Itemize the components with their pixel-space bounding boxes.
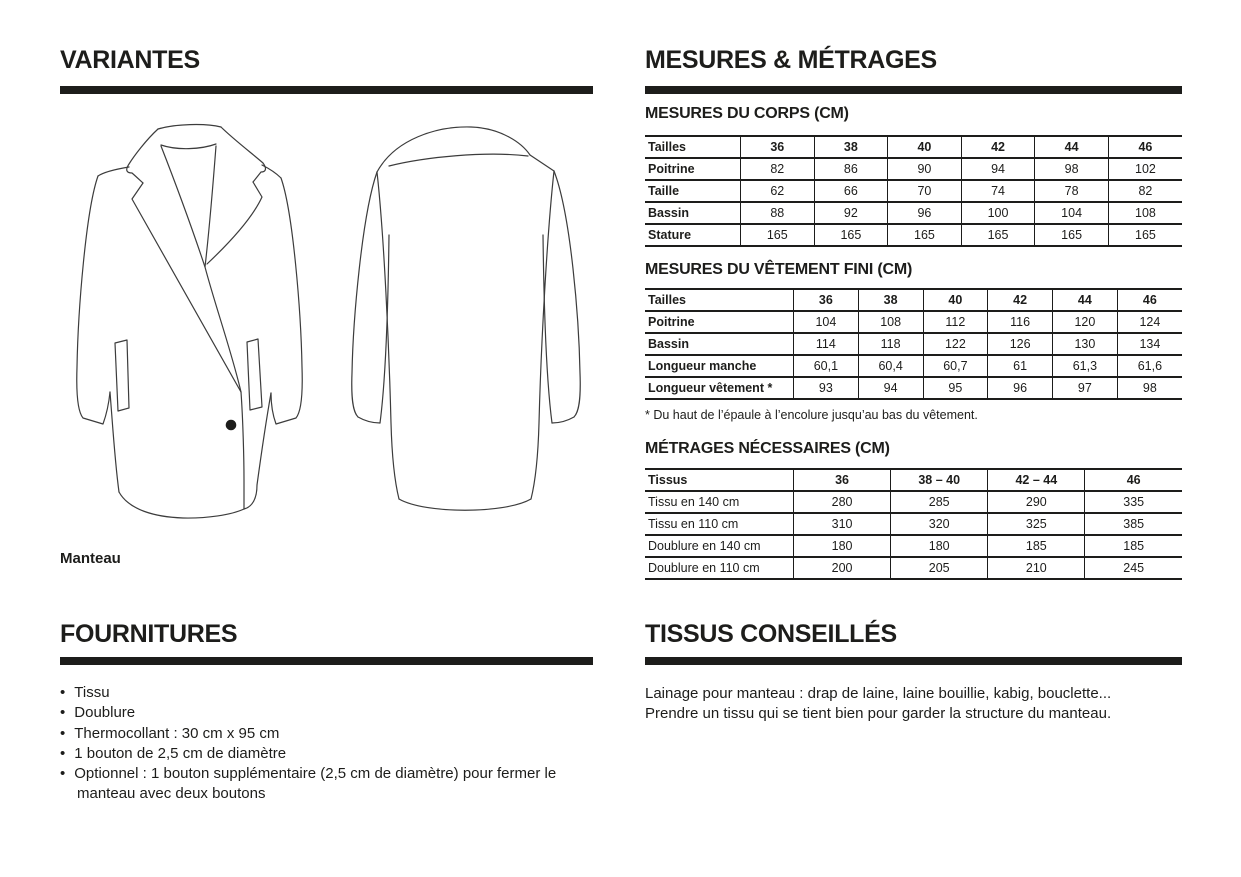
table-header-row <box>645 136 1182 158</box>
table-cell: 114 <box>794 333 859 355</box>
table-cell: 210 <box>988 557 1085 579</box>
table-cell: 185 <box>988 535 1085 557</box>
coat-back-illustration <box>345 115 625 540</box>
table-cell: 86 <box>814 158 888 180</box>
table-cell: 95 <box>923 377 988 399</box>
table-cell: Taille <box>645 180 741 202</box>
table-cell: 200 <box>794 557 891 579</box>
tissus-conseilles-title: TISSUS CONSEILLÉS <box>645 620 897 648</box>
coat-front-illustration <box>55 115 345 540</box>
table-cell: 66 <box>814 180 888 202</box>
table-row <box>645 491 1182 513</box>
list-item: • Tissu <box>60 683 593 703</box>
table-row <box>645 513 1182 535</box>
table-header-cell: 44 <box>1053 289 1118 311</box>
table-header-row <box>645 469 1182 491</box>
coat-back-drawing <box>345 115 625 535</box>
list-item: • Thermocollant : 30 cm x 95 cm <box>60 724 593 744</box>
fournitures-list <box>60 683 593 805</box>
table-cell: Tissu en 140 cm <box>645 491 794 513</box>
table-cell: 60,4 <box>858 355 923 377</box>
table-cell: 180 <box>891 535 988 557</box>
table-row <box>645 311 1182 333</box>
list-item: • Doublure <box>60 703 593 723</box>
mesures-rule <box>645 86 1182 94</box>
table-cell: 98 <box>1117 377 1182 399</box>
table-header-cell: 44 <box>1035 136 1109 158</box>
table-cell: 280 <box>794 491 891 513</box>
table-row <box>645 180 1182 202</box>
table-cell: 245 <box>1085 557 1182 579</box>
table-cell: 97 <box>1053 377 1118 399</box>
table-cell: Longueur vêtement * <box>645 377 794 399</box>
table-header-cell: Tailles <box>645 136 741 158</box>
metrages-necessaires-table <box>645 468 1182 580</box>
table-cell: Doublure en 110 cm <box>645 557 794 579</box>
table-header-cell: 38 <box>858 289 923 311</box>
table-row <box>645 355 1182 377</box>
variant-label: Manteau <box>60 550 121 567</box>
table-cell: 120 <box>1053 311 1118 333</box>
table-cell: 102 <box>1108 158 1182 180</box>
vetement-footnote: * Du haut de l’épaule à l’encolure jusqu’au bas du vêtement. <box>645 408 978 422</box>
table-cell: 205 <box>891 557 988 579</box>
table-header-cell: 38 <box>814 136 888 158</box>
front-button <box>226 420 237 431</box>
table-row <box>645 202 1182 224</box>
table-header-cell: 42 <box>961 136 1035 158</box>
table-cell: 92 <box>814 202 888 224</box>
table-cell: 61,6 <box>1117 355 1182 377</box>
tissus-line-1: Lainage pour manteau : drap de laine, laine bouillie, kabig, bouclette... <box>645 685 1112 702</box>
table-cell: 124 <box>1117 311 1182 333</box>
tissus-line-2: Prendre un tissu qui se tient bien pour garder la structure du manteau. <box>645 705 1112 723</box>
table-cell: 320 <box>891 513 988 535</box>
table-cell: 90 <box>888 158 962 180</box>
table-cell: 82 <box>741 158 815 180</box>
table-cell: 122 <box>923 333 988 355</box>
table-cell: 118 <box>858 333 923 355</box>
table-cell: 126 <box>988 333 1053 355</box>
table-cell: 180 <box>794 535 891 557</box>
table-header-cell: 38 – 40 <box>891 469 988 491</box>
table-row <box>645 377 1182 399</box>
table-cell: 104 <box>1035 202 1109 224</box>
table-header-row <box>645 289 1182 311</box>
mesures-metrages-title: MESURES & MÉTRAGES <box>645 46 937 74</box>
table-cell: 60,7 <box>923 355 988 377</box>
table-cell: 96 <box>888 202 962 224</box>
table-cell: 70 <box>888 180 962 202</box>
table-cell: 165 <box>741 224 815 246</box>
table-cell: 325 <box>988 513 1085 535</box>
table-header-cell: 40 <box>888 136 962 158</box>
table-row <box>645 557 1182 579</box>
table-cell: 310 <box>794 513 891 535</box>
table-header-cell: 42 – 44 <box>988 469 1085 491</box>
table-cell: 108 <box>858 311 923 333</box>
table-cell: 61,3 <box>1053 355 1118 377</box>
table-row <box>645 224 1182 246</box>
table-cell: 112 <box>923 311 988 333</box>
variantes-title: VARIANTES <box>60 46 200 74</box>
table-cell: 116 <box>988 311 1053 333</box>
table-header-cell: 36 <box>741 136 815 158</box>
table-header-cell: 46 <box>1108 136 1182 158</box>
table-cell: 74 <box>961 180 1035 202</box>
table-cell: 108 <box>1108 202 1182 224</box>
table-cell: 165 <box>1108 224 1182 246</box>
mesures-vetement-fini-table <box>645 288 1182 400</box>
fournitures-title: FOURNITURES <box>60 620 238 648</box>
table-cell: 385 <box>1085 513 1182 535</box>
table-cell: 100 <box>961 202 1035 224</box>
table-header-cell: Tissus <box>645 469 794 491</box>
table-cell: Bassin <box>645 333 794 355</box>
table-cell: 96 <box>988 377 1053 399</box>
table-cell: 165 <box>814 224 888 246</box>
table-header-cell: 42 <box>988 289 1053 311</box>
table-cell: 185 <box>1085 535 1182 557</box>
mesures-vetement-fini-title: MESURES DU VÊTEMENT FINI (CM) <box>645 261 913 278</box>
table-header-cell: 36 <box>794 469 891 491</box>
metrages-necessaires-title: MÉTRAGES NÉCESSAIRES (CM) <box>645 440 890 457</box>
table-cell: 165 <box>888 224 962 246</box>
table-cell: 165 <box>961 224 1035 246</box>
list-item: • 1 bouton de 2,5 cm de diamètre <box>60 744 593 764</box>
fournitures-rule <box>60 657 593 665</box>
table-cell: 94 <box>961 158 1035 180</box>
table-cell: 94 <box>858 377 923 399</box>
table-cell: 61 <box>988 355 1053 377</box>
table-header-cell: 46 <box>1117 289 1182 311</box>
table-cell: Stature <box>645 224 741 246</box>
table-cell: 88 <box>741 202 815 224</box>
table-cell: Poitrine <box>645 311 794 333</box>
table-cell: Tissu en 110 cm <box>645 513 794 535</box>
table-cell: 82 <box>1108 180 1182 202</box>
table-cell: 78 <box>1035 180 1109 202</box>
table-cell: 98 <box>1035 158 1109 180</box>
table-row <box>645 158 1182 180</box>
table-cell: 134 <box>1117 333 1182 355</box>
table-cell: 60,1 <box>794 355 859 377</box>
table-cell: 130 <box>1053 333 1118 355</box>
coat-front-drawing <box>55 115 345 535</box>
tissus-rule <box>645 657 1182 665</box>
table-row <box>645 333 1182 355</box>
variantes-rule <box>60 86 593 94</box>
table-cell: Doublure en 140 cm <box>645 535 794 557</box>
tissus-paragraph <box>645 684 1182 725</box>
table-header-cell: 36 <box>794 289 859 311</box>
mesures-du-corps-table <box>645 135 1182 247</box>
table-cell: 93 <box>794 377 859 399</box>
table-cell: Poitrine <box>645 158 741 180</box>
table-header-cell: Tailles <box>645 289 794 311</box>
table-cell: Bassin <box>645 202 741 224</box>
table-header-cell: 40 <box>923 289 988 311</box>
table-cell: 62 <box>741 180 815 202</box>
table-cell: 285 <box>891 491 988 513</box>
mesures-du-corps-title: MESURES DU CORPS (CM) <box>645 105 849 122</box>
table-cell: 290 <box>988 491 1085 513</box>
table-cell: Longueur manche <box>645 355 794 377</box>
table-cell: 104 <box>794 311 859 333</box>
right-column <box>645 0 1182 877</box>
list-item: • Optionnel : 1 bouton supplémentaire (2,5 cm de diamètre) pour fermer le manteau avec deux boutons <box>60 764 593 805</box>
table-cell: 165 <box>1035 224 1109 246</box>
table-header-cell: 46 <box>1085 469 1182 491</box>
table-row <box>645 535 1182 557</box>
table-cell: 335 <box>1085 491 1182 513</box>
